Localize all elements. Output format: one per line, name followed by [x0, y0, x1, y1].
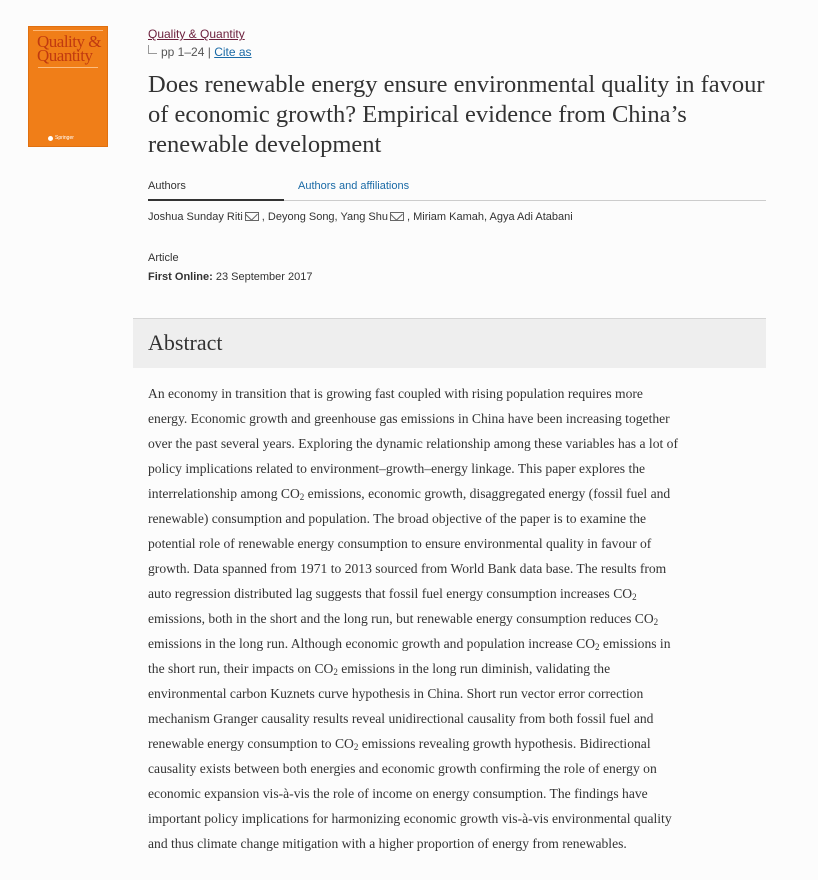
abstract-line: causality exists between both energies and economic growth confirming the role of energy on — [148, 761, 657, 776]
abstract-line: An economy in transition that is growing fast coupled with rising population requires more — [148, 386, 643, 401]
journal-cover-image[interactable] — [29, 27, 107, 146]
abstract-line: important policy implications for harmonizing economic growth vis-à-vis environmental quality — [148, 811, 672, 826]
abstract-section-header[interactable] — [133, 318, 766, 368]
abstract-line: emissions in the long run. Although economic growth and population increase $CO_2$ emissions in — [148, 636, 671, 652]
abstract-heading: Abstract — [148, 330, 223, 355]
cover-subtitle-line — [38, 67, 98, 71]
abstract-line: interrelationship among $CO_2$ emissions, economic growth, disaggregated energy (fossil fuel and — [148, 486, 671, 502]
pages-row — [148, 45, 252, 59]
elbow-connector-icon — [148, 45, 157, 54]
first-online-label: First Online: — [148, 271, 213, 283]
abstract-line: energy. Economic growth and greenhouse gas emissions in China have been increasing together — [148, 411, 670, 426]
first-online-date: 23 September 2017 — [215, 271, 313, 283]
abstract-line: environmental carbon Kuznets curve hypothesis in China. Short run vector error correction — [148, 686, 644, 701]
abstract-line: mechanism Granger causality results reveal unidirectional causality from both fossil fuel and — [148, 711, 654, 726]
abstract-line: economic expansion vis-à-vis the role of income on energy consumption. The findings have — [148, 786, 648, 801]
tab-authors[interactable]: Authors — [148, 180, 284, 201]
abstract-line: renewable energy consumption to $CO_2$ emissions revealing growth hypothesis. Bidirectional — [148, 736, 651, 752]
article-type: Article — [148, 252, 179, 264]
email-icon[interactable] — [245, 212, 259, 221]
page-range: pp 1–24 — [161, 45, 205, 59]
abstract-line: policy implications related to environment–growth–energy linkage. This paper explores the — [148, 461, 646, 476]
first-online — [148, 271, 312, 283]
springer-logo-icon — [48, 136, 53, 141]
author-tabs — [148, 180, 766, 201]
author-names[interactable]: , Miriam Kamah, Agya Adi Atabani — [406, 211, 573, 223]
abstract-line: potential role of renewable energy consumption to ensure environmental quality in favour of — [148, 536, 652, 551]
abstract-line: emissions, both in the short and the long run, but renewable energy consumption reduces $CO_2$ — [148, 611, 659, 627]
cover-publisher: Springer — [55, 135, 74, 141]
abstract-line: the short run, their impacts on $CO_2$ emissions in the long run diminish, validating the — [148, 661, 611, 677]
abstract-line: auto regression distributed lag suggests that fossil fuel energy consumption increases $CO_2$ — [148, 586, 637, 602]
article-title: Does renewable energy ensure environmental quality in favour of economic growth? Empirical evidence from China’s renewable development — [148, 71, 765, 158]
tab-authors-and-affiliations[interactable]: Authors and affiliations — [298, 180, 410, 192]
author-names[interactable]: , Deyong Song, Yang Shu — [261, 211, 388, 223]
cite-as-link[interactable]: Cite as — [214, 45, 252, 59]
abstract-line: growth. Data spanned from 1971 to 2013 sourced from World Bank data base. The results from — [148, 561, 667, 576]
author-name[interactable]: Joshua Sunday Riti — [148, 211, 243, 223]
author-list — [148, 211, 573, 223]
separator: | — [207, 45, 211, 59]
abstract-line: over the past several years. Exploring the dynamic relationship among these variables has a lot of — [148, 436, 678, 451]
abstract-line: and thus climate change mitigation with a higher proportion of energy from renewables. — [148, 836, 627, 851]
email-icon[interactable] — [390, 212, 404, 221]
journal-link[interactable]: Quality & Quantity — [148, 27, 245, 41]
abstract-text — [148, 381, 766, 856]
cover-journal-title: Quality & Quantity — [37, 32, 101, 65]
abstract-line: renewable) consumption and population. The broad objective of the paper is to examine the — [148, 511, 647, 526]
